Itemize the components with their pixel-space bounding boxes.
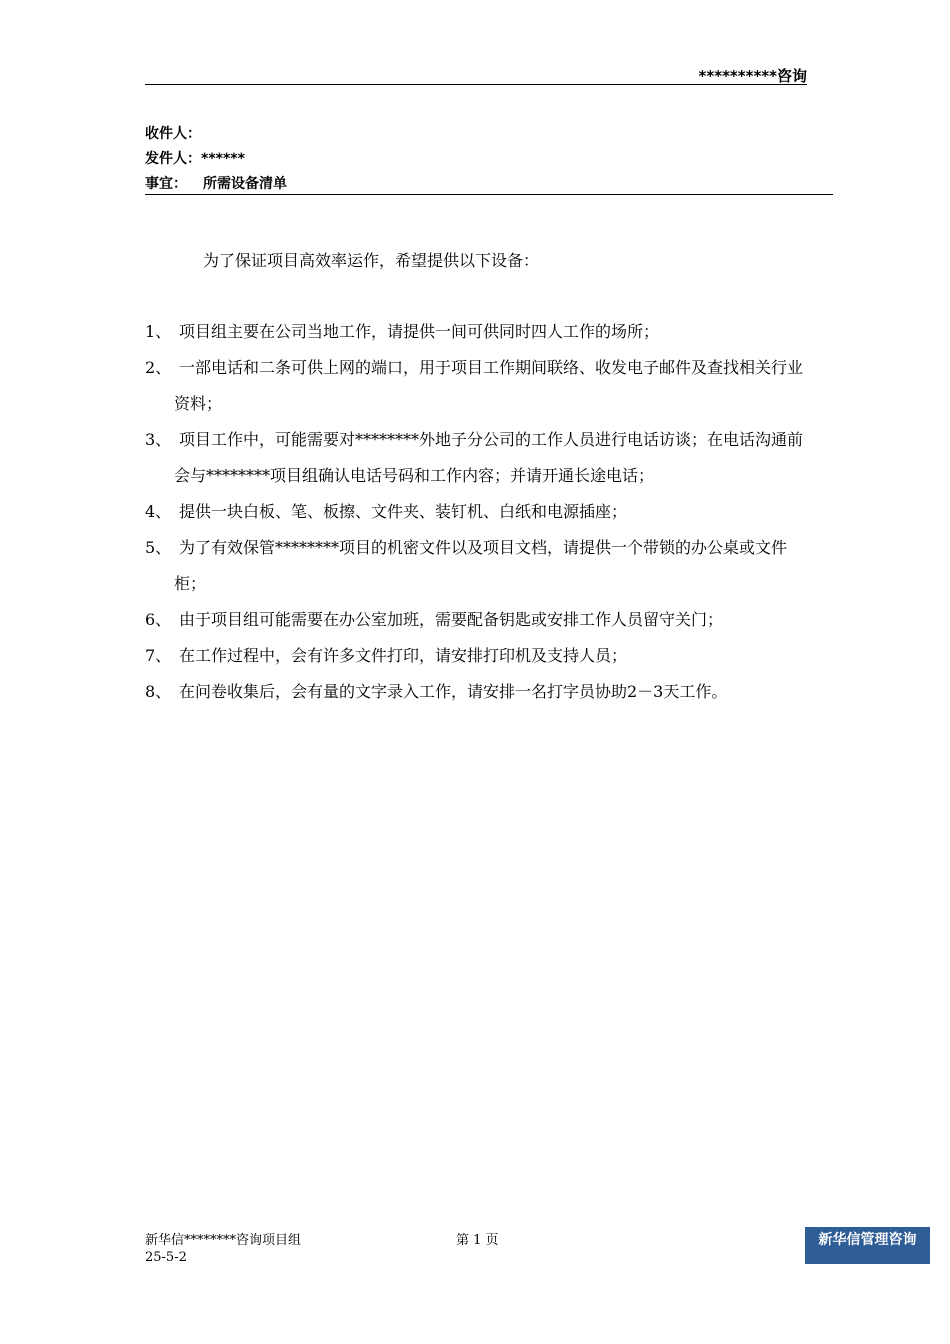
list-item-text: 为了有效保管********项目的机密文件以及项目文档，请提供一个带锁的办公桌或文件柜； (174, 538, 788, 593)
recipient-label: 收件人： (145, 126, 201, 142)
list-item-text: 项目工作中，可能需要对********外地子分公司的工作人员进行电话访谈；在电话沟通前会与********项目组确认电话号码和工作内容；并请开通长途电话； (174, 430, 804, 485)
subject-divider (145, 194, 833, 195)
intro-paragraph: 为了保证项目高效率运作，希望提供以下设备： (203, 251, 540, 270)
list-item (145, 638, 815, 674)
list-item-text: 由于项目组可能需要在办公室加班，需要配备钥匙或安排工作人员留守关门； (179, 610, 724, 629)
footer-date: 25-5-2 (145, 1250, 187, 1265)
list-item (145, 674, 815, 710)
recipient-row (145, 122, 287, 147)
list-item (145, 350, 815, 422)
list-item (145, 530, 815, 602)
list-item-text: 在工作过程中，会有许多文件打印，请安排打印机及支持人员； (179, 646, 628, 665)
list-item-text: 提供一块白板、笔、板擦、文件夹、装钉机、白纸和电源插座； (179, 502, 628, 521)
footer-page-number: 第 1 页 (456, 1233, 499, 1248)
sender-value: ****** (201, 151, 245, 167)
list-item-number: 2、 (145, 358, 172, 377)
list-item-number: 1、 (145, 322, 172, 341)
memo-meta (145, 122, 287, 197)
list-item-number: 5、 (145, 538, 172, 557)
list-item-number: 4、 (145, 502, 172, 521)
list-item-number: 6、 (145, 610, 172, 629)
list-item (145, 494, 815, 530)
list-item-text: 项目组主要在公司当地工作，请提供一间可供同时四人工作的场所； (179, 322, 660, 341)
footer-logo: 新华信管理咨询 (805, 1227, 930, 1264)
list-item-text: 在问卷收集后，会有量的文字录入工作，请安排一名打字员协助2－3天工作。 (179, 682, 728, 701)
list-item-number: 7、 (145, 646, 172, 665)
sender-row (145, 147, 287, 172)
list-item-number: 3、 (145, 430, 172, 449)
footer-info (145, 1232, 301, 1266)
footer-group: 新华信********咨询项目组 (145, 1233, 302, 1248)
equipment-list (145, 314, 815, 710)
list-item-text: 一部电话和二条可供上网的端口，用于项目工作期间联络、收发电子邮件及查找相关行业资料； (174, 358, 804, 413)
list-item (145, 422, 815, 494)
subject-value: 所需设备清单 (203, 176, 287, 192)
list-item-number: 8、 (145, 682, 172, 701)
header-divider (145, 84, 807, 85)
list-item (145, 602, 815, 638)
sender-label: 发件人： (145, 151, 201, 167)
list-item (145, 314, 815, 350)
subject-label: 事宜： (145, 176, 187, 192)
header-company-name: **********咨询 (698, 67, 807, 85)
